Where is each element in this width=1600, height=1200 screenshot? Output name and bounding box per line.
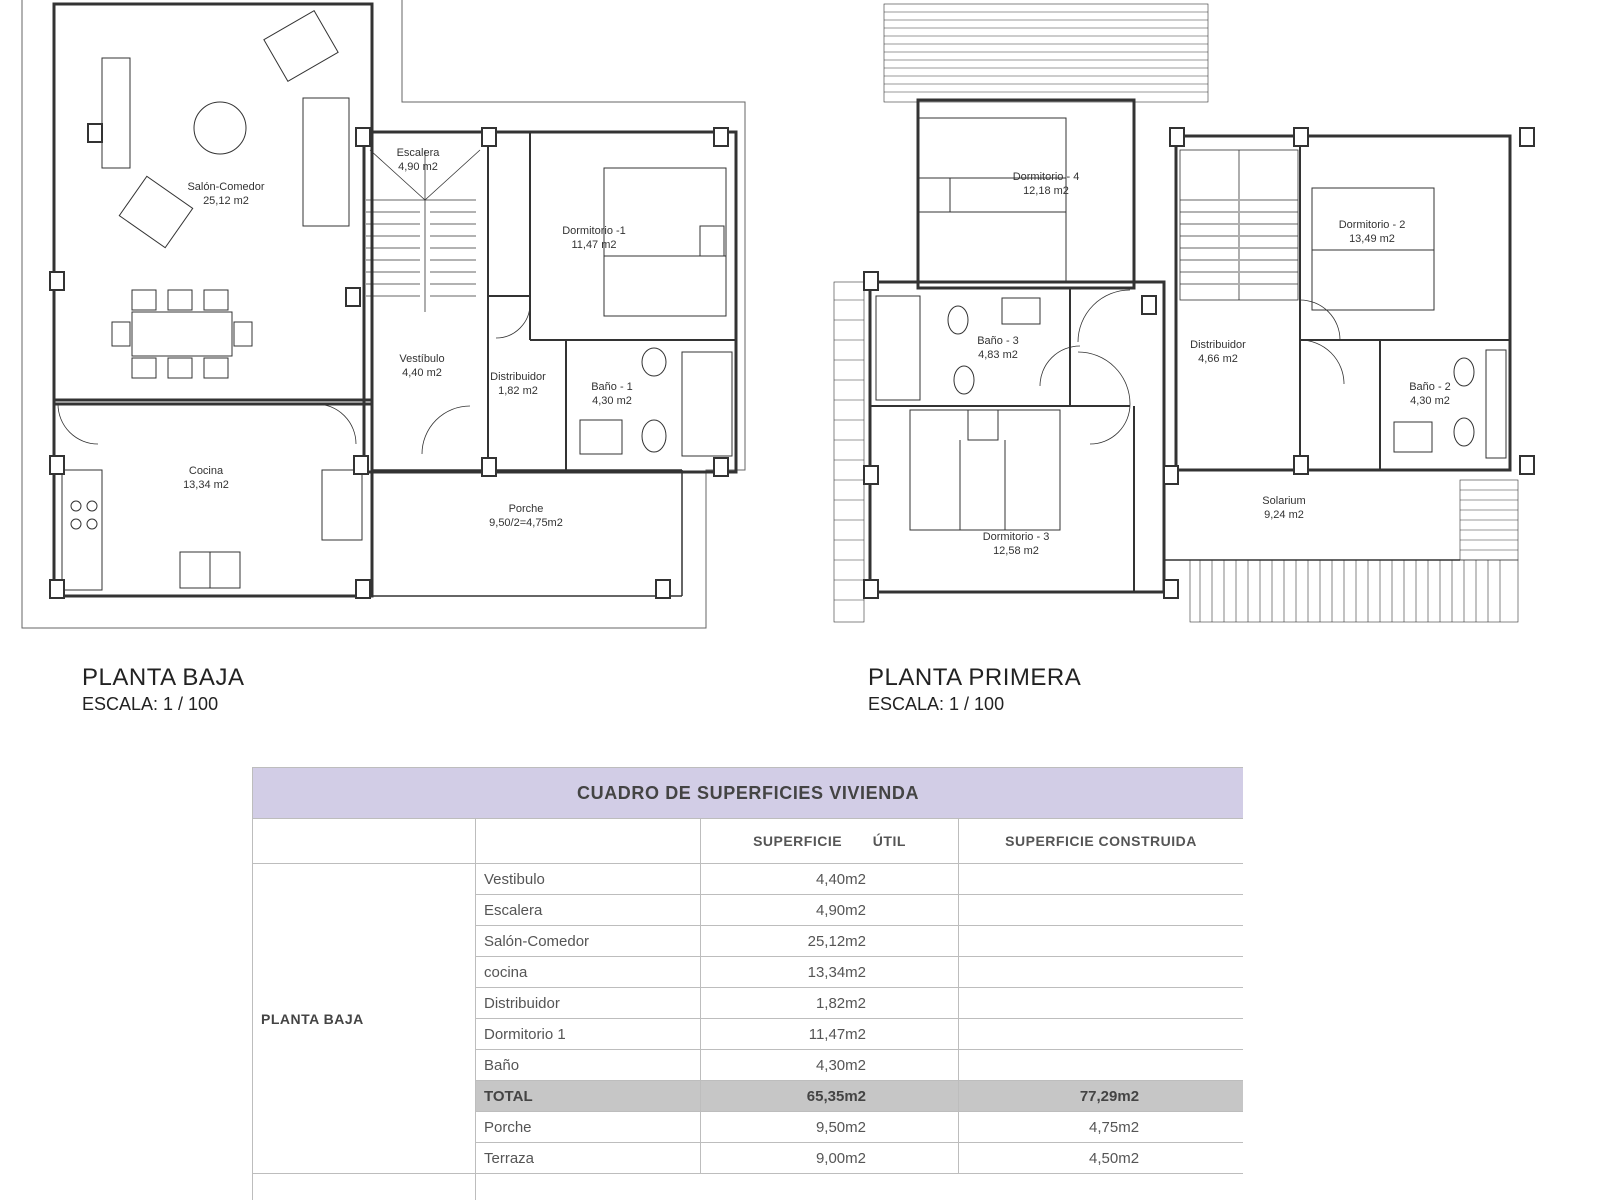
row-label: Dormitorio 1 (476, 1019, 701, 1050)
total-util: 65,35m2 (701, 1081, 959, 1112)
room-area-ba-o-3: 4,83 m2 (978, 349, 1018, 361)
room-name-cocina: Cocina (188, 465, 224, 477)
row-construida: 4,50m2 (959, 1143, 1244, 1174)
row-util: 9,00m2 (701, 1143, 959, 1174)
room-area-dormitorio-3: 12,58 m2 (993, 545, 1039, 557)
row-construida (959, 957, 1244, 988)
room-name-dormitorio-2: Dormitorio - 2 (1338, 219, 1406, 231)
room-area-ba-o-1: 4,30 m2 (592, 395, 632, 407)
room-area-dormitorio-4: 12,18 m2 (1023, 185, 1069, 197)
table-empty-cell (253, 1174, 476, 1200)
room-area-distribuidor: 4,66 m2 (1198, 353, 1238, 365)
room-area-porche: 9,50/2=4,75m2 (489, 517, 563, 529)
room-area-ba-o-2: 4,30 m2 (1410, 395, 1450, 407)
room-name-escalera: Escalera (396, 147, 440, 159)
total-label: TOTAL (476, 1081, 701, 1112)
room-area-dormitorio-2: 13,49 m2 (1349, 233, 1395, 245)
row-util: 4,30m2 (701, 1050, 959, 1081)
room-name-ba-o-3: Baño - 3 (977, 335, 1019, 347)
room-name-dormitorio-1: Dormitorio -1 (562, 225, 626, 237)
row-label: Escalera (476, 895, 701, 926)
room-name-ba-o-2: Baño - 2 (1409, 381, 1451, 393)
row-construida (959, 926, 1244, 957)
room-area-distribuidor: 1,82 m2 (498, 385, 538, 397)
row-label: Porche (476, 1112, 701, 1143)
row-construida (959, 864, 1244, 895)
row-util: 9,50m2 (701, 1112, 959, 1143)
total-construida: 77,29m2 (959, 1081, 1244, 1112)
row-construida (959, 895, 1244, 926)
room-name-dormitorio-3: Dormitorio - 3 (982, 531, 1050, 543)
room-name-ba-o-1: Baño - 1 (591, 381, 633, 393)
row-label: Salón-Comedor (476, 926, 701, 957)
row-util: 25,12m2 (701, 926, 959, 957)
row-util: 4,90m2 (701, 895, 959, 926)
table-empty-cell (476, 1174, 1244, 1200)
surface-table (252, 767, 1243, 1200)
room-name-sal-n-comedor: Salón-Comedor (187, 181, 265, 193)
plan-title-primera: PLANTA PRIMERA (868, 664, 1082, 691)
row-label: Vestibulo (476, 864, 701, 895)
room-name-distribuidor: Distribuidor (490, 371, 546, 383)
plan-scale-baja: ESCALA: 1 / 100 (82, 694, 219, 714)
room-area-escalera: 4,90 m2 (398, 161, 438, 173)
room-name-porche: Porche (508, 503, 544, 515)
row-util: 4,40m2 (701, 864, 959, 895)
row-util: 13,34m2 (701, 957, 959, 988)
group-label-planta-baja: PLANTA BAJA (253, 864, 476, 1174)
room-area-dormitorio-1: 11,47 m2 (571, 239, 617, 251)
row-construida: 4,75m2 (959, 1112, 1244, 1143)
row-label: cocina (476, 957, 701, 988)
room-area-solarium: 9,24 m2 (1264, 509, 1304, 521)
room-name-dormitorio-4: Dormitorio - 4 (1012, 171, 1080, 183)
header-empty-1 (253, 819, 476, 864)
row-label: Baño (476, 1050, 701, 1081)
room-name-solarium: Solarium (1262, 495, 1306, 507)
row-util: 11,47m2 (701, 1019, 959, 1050)
row-label: Distribuidor (476, 988, 701, 1019)
plan-title-baja: PLANTA BAJA (82, 664, 245, 691)
row-util: 1,82m2 (701, 988, 959, 1019)
plan-planta-primera (834, 4, 1534, 622)
room-area-sal-n-comedor: 25,12 m2 (203, 195, 249, 207)
row-label: Terraza (476, 1143, 701, 1174)
header-empty-2 (476, 819, 701, 864)
room-area-cocina: 13,34 m2 (183, 479, 229, 491)
room-name-vest-bulo: Vestíbulo (399, 353, 445, 365)
table-title: CUADRO DE SUPERFICIES VIVIENDA (253, 768, 1244, 819)
row-construida (959, 1019, 1244, 1050)
plan-planta-baja (22, 0, 745, 628)
row-construida (959, 1050, 1244, 1081)
plan-scale-primera: ESCALA: 1 / 100 (868, 694, 1005, 714)
room-name-distribuidor: Distribuidor (1190, 339, 1246, 351)
header-superficie-construida: SUPERFICIE CONSTRUIDA (959, 819, 1244, 864)
row-construida (959, 988, 1244, 1019)
room-area-vest-bulo: 4,40 m2 (402, 367, 442, 379)
header-superficie-util: SUPERFICIE ÚTIL (701, 819, 959, 864)
